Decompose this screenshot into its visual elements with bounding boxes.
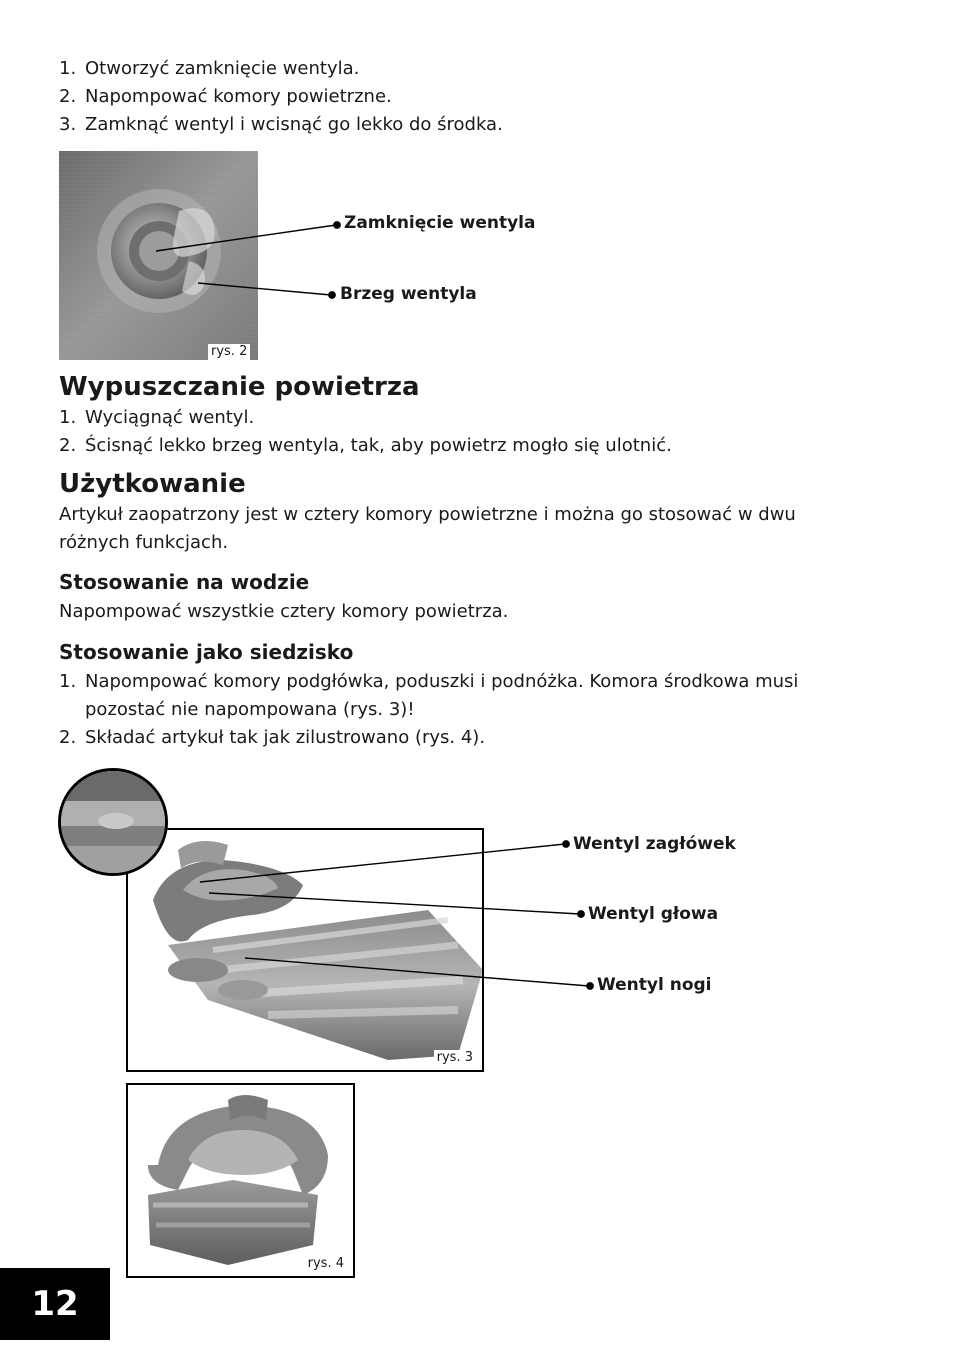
label-head-valve: Wentyl głowa: [588, 904, 719, 924]
water-heading: Stosowanie na wodzie: [59, 570, 310, 594]
label-valve-rim: Brzeg wentyla: [340, 284, 477, 304]
seat-step-1-line-2: pozostać nie napompowana (rys. 3)!: [85, 699, 415, 720]
deflate-step-1: 1. Wyciągnąć wentyl.: [59, 407, 255, 428]
deflate-heading: Wypuszczanie powietrza: [59, 372, 420, 402]
valve-illustration: [59, 151, 258, 360]
lounger-flat-figure: [126, 828, 484, 1072]
valve-photo: [59, 151, 258, 360]
lounger-flat-illustration: [128, 830, 482, 1070]
fig3-caption: rys. 3: [434, 1050, 476, 1066]
usage-paragraph-line-2: różnych funkcjach.: [59, 532, 229, 553]
fig4-caption: rys. 4: [305, 1256, 347, 1272]
deflate-step-2: 2. Ścisnąć lekko brzeg wentyla, tak, aby powietrz mogło się ulotnić.: [59, 435, 672, 456]
usage-heading: Użytkowanie: [59, 469, 246, 499]
lounger-chair-figure: [126, 1083, 355, 1278]
inflate-step-2: 2. Napompować komory powietrzne.: [59, 86, 392, 107]
valve-detail-illustration: [61, 771, 165, 873]
lounger-chair-illustration: [128, 1085, 353, 1276]
seat-step-2: 2. Składać artykuł tak jak zilustrowano (rys. 4).: [59, 727, 486, 748]
label-headrest-valve: Wentyl zagłówek: [573, 834, 736, 854]
usage-paragraph-line-1: Artykuł zaopatrzony jest w cztery komory powietrzne i można go stosować w dwu: [59, 504, 796, 525]
inflate-step-1: 1. Otworzyć zamknięcie wentyla.: [59, 58, 360, 79]
label-foot-valve: Wentyl nogi: [597, 975, 712, 995]
valve-detail-magnifier: [58, 768, 168, 876]
fig2-caption: rys. 2: [208, 344, 250, 360]
seat-heading: Stosowanie jako siedzisko: [59, 640, 354, 664]
water-text: Napompować wszystkie cztery komory powietrza.: [59, 601, 509, 622]
label-valve-cap: Zamknięcie wentyla: [344, 213, 536, 233]
page-number: 12: [0, 1268, 110, 1340]
seat-step-1-line-1: 1. Napompować komory podgłówka, poduszki i podnóżka. Komora środkowa musi: [59, 671, 799, 692]
inflate-step-3: 3. Zamknąć wentyl i wcisnąć go lekko do środka.: [59, 114, 503, 135]
